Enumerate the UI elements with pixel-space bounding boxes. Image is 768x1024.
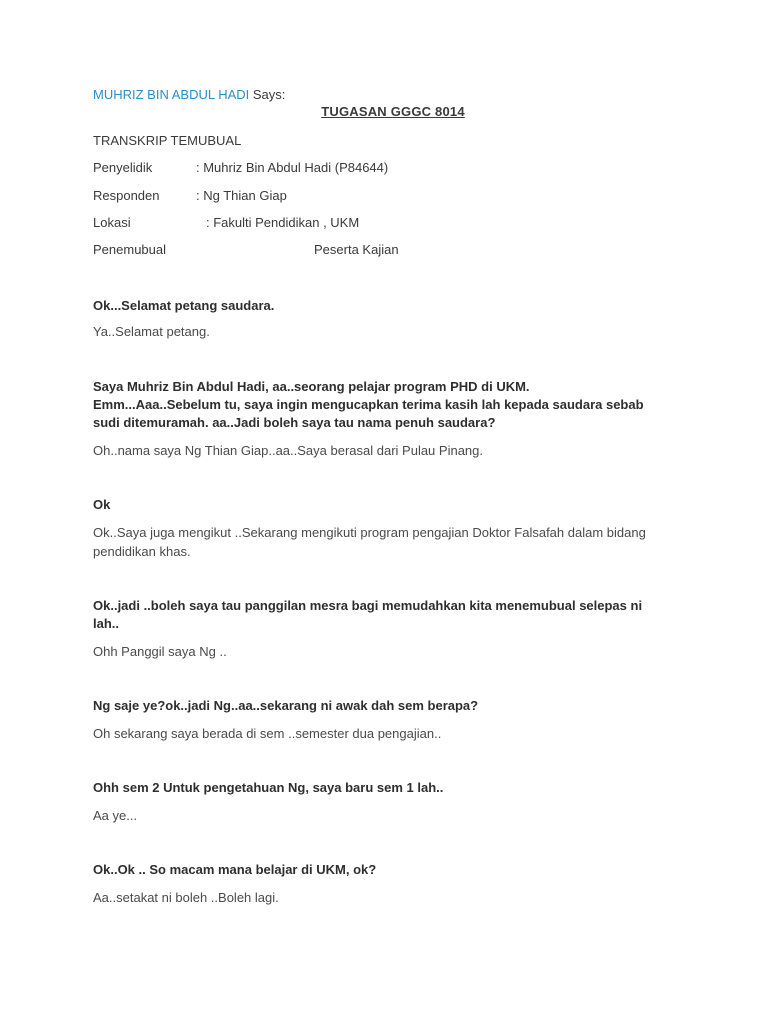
question-4: [93, 597, 678, 633]
question-line: Ohh sem 2 Untuk pengetahuan Ng, saya baru sem 1 lah..: [93, 780, 444, 795]
question-2: [93, 378, 678, 432]
answer-1: [93, 322, 678, 341]
question-1: [93, 297, 678, 315]
question-line: lah..: [93, 616, 120, 631]
field-label-penyelidik: Penyelidik: [93, 160, 153, 175]
answer-2: [93, 441, 678, 460]
question-line: Ok: [93, 497, 111, 512]
field-value-penyelidik: : Muhriz Bin Abdul Hadi (P84644): [196, 160, 389, 175]
question-line: Ok...Selamat petang saudara.: [93, 298, 275, 313]
answer-line: Oh..nama saya Ng Thian Giap..aa..Saya berasal dari Pulau Pinang.: [93, 443, 483, 458]
question-line: Ok..Ok .. So macam mana belajar di UKM, ok?: [93, 862, 377, 877]
field-label-lokasi: Lokasi: [93, 215, 131, 230]
says-label: Says:: [249, 87, 286, 102]
field-value-lokasi: : Fakulti Pendidikan , UKM: [206, 215, 360, 230]
question-line: Emm...Aaa..Sebelum tu, saya ingin mengucapkan terima kasih lah kepada saudara sebab: [93, 397, 644, 412]
answer-line: Oh sekarang saya berada di sem ..semester dua pengajian..: [93, 726, 442, 741]
answer-line: Ya..Selamat petang.: [93, 324, 210, 339]
answer-5: [93, 724, 678, 743]
document-subtitle: TRANSKRIP TEMUBUAL: [93, 133, 242, 148]
question-line: Ok..jadi ..boleh saya tau panggilan mesra bagi memudahkan kita menemubual selepas ni: [93, 598, 643, 613]
document-title: TUGASAN GGGC 8014: [321, 104, 465, 119]
answer-4: [93, 642, 678, 661]
question-6: [93, 779, 678, 797]
answer-3: [93, 523, 678, 561]
answer-line: Aa ye...: [93, 808, 138, 823]
answer-line: pendidikan khas.: [93, 544, 191, 559]
answer-line: Aa..setakat ni boleh ..Boleh lagi.: [93, 890, 279, 905]
field-label-responden: Responden: [93, 188, 160, 203]
answer-line: Ok..Saya juga mengikut ..Sekarang mengikuti program pengajian Doktor Falsafah dalam bidang: [93, 525, 646, 540]
question-line: sudi ditemuramah. aa..Jadi boleh saya tau nama penuh saudara?: [93, 415, 496, 430]
author-name[interactable]: MUHRIZ BIN ABDUL HADI: [93, 87, 250, 102]
question-5: [93, 697, 678, 715]
field-value-peserta: Peserta Kajian: [314, 242, 399, 257]
question-line: Saya Muhriz Bin Abdul Hadi, aa..seorang pelajar program PHD di UKM.: [93, 379, 530, 394]
field-label-penemubual: Penemubual: [93, 242, 166, 257]
question-7: [93, 861, 678, 879]
answer-7: [93, 888, 678, 907]
question-3: [93, 496, 678, 514]
answer-line: Ohh Panggil saya Ng ..: [93, 644, 227, 659]
post-header: [93, 86, 285, 104]
field-value-responden: : Ng Thian Giap: [196, 188, 287, 203]
answer-6: [93, 806, 678, 825]
question-line: Ng saje ye?ok..jadi Ng..aa..sekarang ni awak dah sem berapa?: [93, 698, 479, 713]
